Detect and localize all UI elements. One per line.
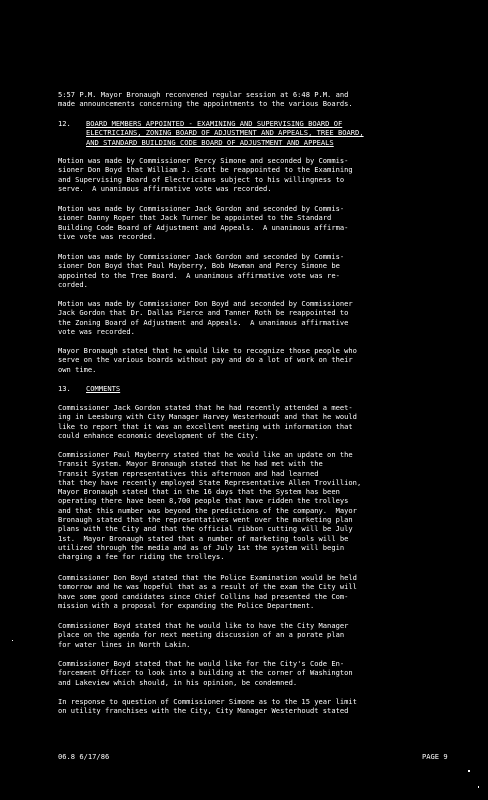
motion-paragraph-1: Motion was made by Commissioner Percy Simone and seconded by Commis- sioner Don Boyd that William J. Scott be reappointed to the Examining and Supervising Board of Electricians subject to his willingness to serve. A unanimous affirmative vote was recorded. — [58, 156, 353, 193]
scan-speck — [12, 640, 13, 641]
comment-paragraph-gordon: Commissioner Jack Gordon stated that he had recently attended a meet- ing in Leesburg with City Manager Harvey Westerhoudt and that he would like to report that it was an excellent meeting with information that could enhance economic development of the City. — [58, 403, 357, 440]
section-13-title: COMMENTS — [86, 384, 121, 393]
section-12-title: BOARD MEMBERS APPOINTED - EXAMINING AND SUPERVISING BOARD OF ELECTRICIANS, ZONING BOARD OF ADJUSTMENT AND APPEALS, TREE BOARD, AND STANDARD BUILDING CODE BOARD OF ADJUSTMENT AND APPEALS — [86, 119, 364, 147]
footer-page-number: PAGE 9 — [422, 752, 448, 761]
section-12-number: 12. — [58, 119, 71, 128]
motion-paragraph-2: Motion was made by Commissioner Jack Gordon and seconded by Commis- sioner Danny Roper that Jack Turner be appointed to the Standard Building Code Board of Adjustment and Appeals. A unanimous affirma- tive vote was recorded. — [58, 204, 349, 241]
motion-paragraph-4: Motion was made by Commissioner Don Boyd and seconded by Commissioner Jack Gordon that Dr. Dallas Pierce and Tanner Roth be reappointed to the Zoning Board of Adjustment and Appeals. A unanimous affirmative vote was recorded. — [58, 299, 353, 336]
section-13-number: 13. — [58, 384, 71, 393]
scan-speck — [478, 786, 479, 788]
section-12-heading — [58, 119, 456, 147]
section-13-heading — [58, 384, 456, 393]
scan-speck — [468, 770, 470, 772]
comment-paragraph-code-enforcement: Commissioner Boyd stated that he would like for the City's Code En- forcement Officer to look into a building at the corner of Washington and Lakeview which should, in his opinion, be condemned. — [58, 659, 353, 687]
opening-paragraph: 5:57 P.M. Mayor Bronaugh reconvened regular session at 6:48 P.M. and made announcements concerning the appointments to the various Boards. — [58, 90, 353, 109]
motion-paragraph-3: Motion was made by Commissioner Jack Gordon and seconded by Commis- sioner Don Boyd that Paul Mayberry, Bob Newman and Percy Simone be appointed to the Tree Board. A unanimous affirmative vote was re- corded. — [58, 252, 345, 289]
footer-date: 06.8 6/17/86 — [58, 752, 110, 761]
comment-paragraph-police: Commissioner Don Boyd stated that the Police Examination would be held tomorrow and he was hopeful that as a result of the exam the City will have some good candidates since Chief Collins had presented the Com- mission with a proposal for expanding the Police Department. — [58, 573, 357, 610]
comment-paragraph-agenda: Commissioner Boyd stated that he would like to have the City Manager place on the agenda for next meeting discussion of an a porate plan for water lines in North Lakin. — [58, 621, 349, 649]
comment-paragraph-transit: Commissioner Paul Mayberry stated that he would like an update on the Transit System. Mayor Bronaugh stated that he had met with the Transit System representatives this afternoon and had learned that they have recently employed State Representative Allen Trovillion, Mayor Bronaugh stated that in the 16 days that the System has been operating there have been 8,700 people that have ridden the trolleys and that this number was beyond the predictions of the company. Mayor Bronaugh stated that the representatives went over the marketing plan plans with the City and that the official ribbon cutting will be July 1st. Mayor Bronaugh stated that a number of marketing tools will be utilized through the media and as of July 1st the system will begin charging a fee for riding the trolleys. — [58, 450, 362, 562]
recognition-paragraph: Mayor Bronaugh stated that he would like to recognize those people who serve on the various boards without pay and do a lot of work on their own time. — [58, 346, 357, 374]
comment-paragraph-franchise: In response to question of Commissioner Simone as to the 15 year limit on utility franchises with the City, City Manager Westerhoudt stated — [58, 697, 357, 716]
